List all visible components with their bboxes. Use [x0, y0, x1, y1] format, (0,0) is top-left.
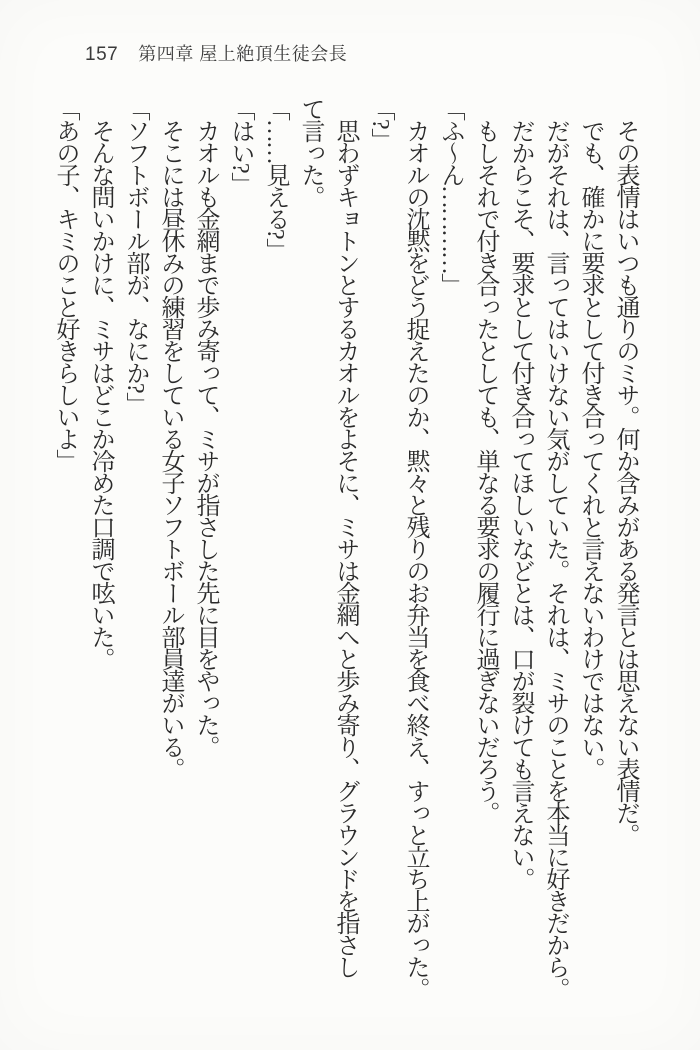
text-column: 思わずキョトンとするカオルをよそに、ミサは金網へと歩み寄り、グラウンドを指さし	[332, 119, 358, 977]
text-column: 「?」	[367, 97, 393, 150]
text-column: 「あの子、キミのこと好きらしいよ」	[52, 97, 78, 471]
text-column: 「……見える?」	[262, 97, 288, 260]
text-column: だがそれは、言ってはいけない気がしていた。それは、ミサのことを本当に好きだから。	[542, 119, 568, 999]
page-number: 157	[85, 44, 119, 65]
text-column: て言った。	[297, 97, 323, 207]
text-column: 「ふ〜ん…………」	[437, 97, 463, 295]
running-head	[85, 45, 347, 64]
chapter-title: 第四章 屋上絶頂生徒会長	[138, 44, 348, 64]
vertical-text-body	[47, 97, 642, 1003]
text-column: 「はい?」	[227, 97, 253, 194]
text-column: カオルも金網まで歩み寄って、ミサが指さした先に目をやった。	[192, 119, 218, 757]
text-column: その表情はいつも通りのミサ。何か含みがある発言とは思えない表情だ。	[612, 119, 638, 845]
text-column: だからこそ、要求として付き合ってほしいなどとは、口が裂けても言えない。	[507, 119, 533, 889]
text-column: 「ソフトボール部が、なにか?」	[122, 97, 148, 414]
text-column: もしそれで付き合ったとしても、単なる要求の履行に過ぎないだろう。	[472, 119, 498, 823]
text-column: そこには昼休みの練習をしている女子ソフトボール部員達がいる。	[157, 119, 183, 779]
text-column: そんな問いかけに、ミサはどこか冷めた口調で呟いた。	[87, 119, 113, 669]
text-column: でも、確かに要求として付き合ってくれと言えないわけではない。	[577, 119, 603, 779]
text-column: カオルの沈黙をどう捉えたのか、黙々と残りのお弁当を食べ終え、すっと立ち上がった。	[402, 119, 428, 999]
